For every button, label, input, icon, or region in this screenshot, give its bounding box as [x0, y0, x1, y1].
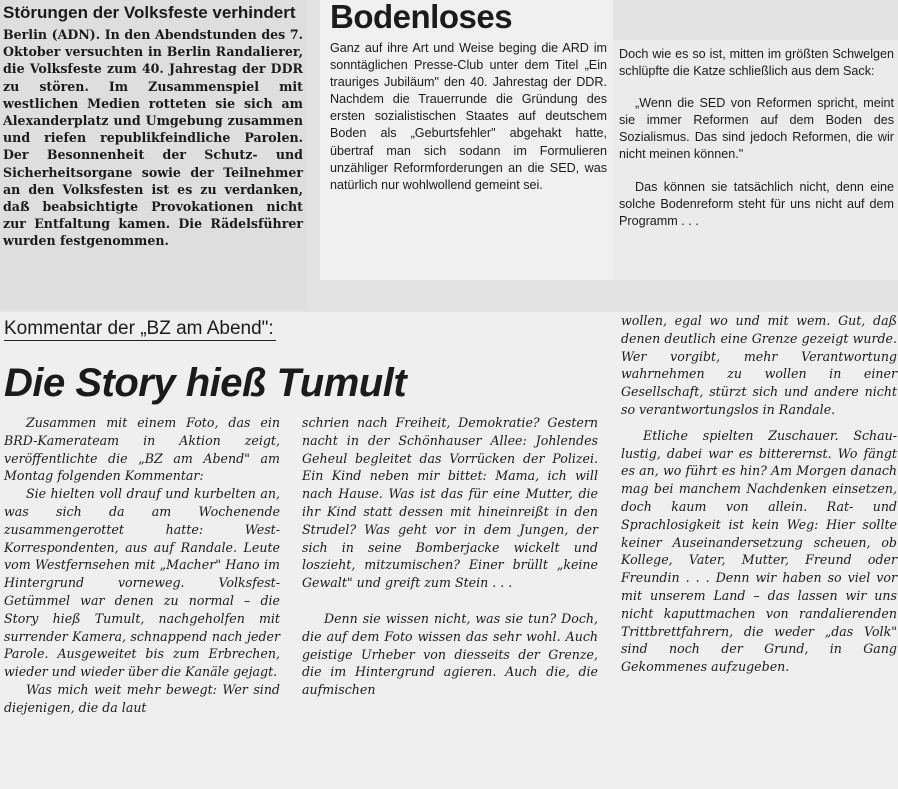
- commentary-column-3: [621, 312, 897, 676]
- clipping-body: Berlin (ADN). In den Abendstunden des 7. Oktober versuchten in Berlin Randalierer, die Volksfeste zum 40. Jahrestag der DDR zu stören. Im Zusammenspiel mit westlichen Medien rotteten sie sich am Alexanderplatz und Umgebung zusammen und riefen republikfeindliche Parolen. Der Besonnenheit der Schutz- und Sicherheitsorgane sowie der Teilnehmer an den Volksfesten ist es zu verdanken, daß beabsichtigte Provokationen nicht zur Entfaltung kamen. Die Rädelsführer wurden festgenommen.: [3, 27, 303, 249]
- clipping-bz-commentary: [0, 312, 898, 789]
- clipping-body: Ganz auf ihre Art und Weise beging die ARD im sonntäglichen Presse-Club unter dem Titel „Ein trauriges Jubiläum" den 40. Jahrestag der DDR. Nachdem die Trauerrunde die Gründung des ersten sozialistischen Staates auf deutschem Boden als „Geburtsfehler" abgehakt hatte, übertraf man sich sodann im Formulieren unzähliger Reformforderungen an die SED, was natürlich nur wohlwollend gemeint sei.: [330, 41, 607, 192]
- clipping-bodenloses-continued: [613, 40, 898, 280]
- clipping-paragraph: Das können sie tatsächlich nicht, denn eine solche Bodenreform steht für uns nicht auf dem Programm . . .: [619, 179, 894, 228]
- commentary-paragraph: wollen, egal wo und mit wem. Gut, daß denen deutlich eine Grenze gezeigt wurde. Wer vorgibt, mehr Verantwortung wahrnehmen zu wollen in einer Gesellschaft, stürzt sich und andere nicht so verantwortungslos in Randale.: [621, 313, 897, 417]
- commentary-paragraph: schrien nach Freiheit, Demokratie? Gestern nacht in der Schönhauser Allee: Johlendes Geheul begleitet das Vorrücken der Polizei. Ein Kind neben mir bittet: Mama, ich will nach Hause. Was ist das für eine Mutter, die ihr Kind statt dessen mit hineinreißt in den Strudel? Was geht vor in dem Jungen, der sich in seine Bomberjacke wickelt und loszieht, mitzumischen? Einer brüllt „keine Gewalt" und greift zum Stein . . .: [302, 415, 598, 591]
- commentary-kicker: Kommentar der „BZ am Abend":: [4, 318, 274, 339]
- clipping-title: Störungen der Volksfeste verhindert: [3, 3, 296, 22]
- commentary-headline: Die Story hieß Tumult: [4, 361, 407, 405]
- clipping-paragraph: Doch wie es so ist, mitten im größten Schwelgen schlüpfte die Katze schließlich aus dem Sack:: [619, 47, 894, 79]
- commentary-column-2: [302, 414, 598, 699]
- clipping-adn-report: [0, 0, 307, 309]
- commentary-paragraph: Etliche spielten Zuschauer. Schau-lustig, dabei war es bitterernst. Wo fängt es an, wo führt es hin? Am Morgen danach mag bei manchem Nachdenken einsetzen, doch kaum von allein. Rat- und Sprachlosigkeit ist kein Weg: Hier sollte keiner Auseinandersetzung scheuen, ob Kollege, Vater, Mutter, Freund oder Freundin . . . Denn wir haben so viel vor mit unserem Land – das lassen wir uns nicht kaputtmachen von randalierenden Trittbrettfahrern, die weder „das Volk" sind noch der Grund, in Gang Gekommenes aufzugeben.: [621, 427, 897, 675]
- clipping-quote: „Wenn die SED von Reformen spricht, meint sie immer Reformen auf dem Boden des Sozialismus. Das sind jedoch Reformen, die wir nicht meinen können.": [619, 96, 894, 162]
- commentary-column-1: [4, 414, 280, 717]
- commentary-paragraph: Sie hielten voll drauf und kurbelten an, was sich da am Wochenende zusammengerottet hatte: West-Korrespondenten, aus auf Randale. Leute vom Westfernsehen mit „Macher" Hano im Hintergrund vorneweg. Volksfest-Getümmel war denen zu normal – die Story hieß Tumult, nachgeholfen mit surrender Kamera, schnappend nach jeder Parole. Ausgeweitet bis zum Erbrechen, wieder und wieder über die Kanäle gejagt.: [4, 486, 280, 680]
- clipping-bodenloses: [320, 0, 613, 280]
- commentary-paragraph: Was mich weit mehr bewegt: Wer sind diejenigen, die da laut: [4, 681, 280, 715]
- commentary-paragraph: Zusammen mit einem Foto, das ein BRD-Kamerateam in Aktion zeigt, veröffentlichte die „BZ am Abend" am Montag folgenden Kommentar:: [4, 415, 280, 484]
- clipping-title: Bodenloses: [330, 0, 513, 35]
- commentary-paragraph: Denn sie wissen nicht, was sie tun? Doch, die auf dem Foto wissen das sehr wohl. Auch geistige Urheber von diesseits der Grenze, die im Hintergrund agieren. Auch die, die aufmischen: [302, 610, 598, 698]
